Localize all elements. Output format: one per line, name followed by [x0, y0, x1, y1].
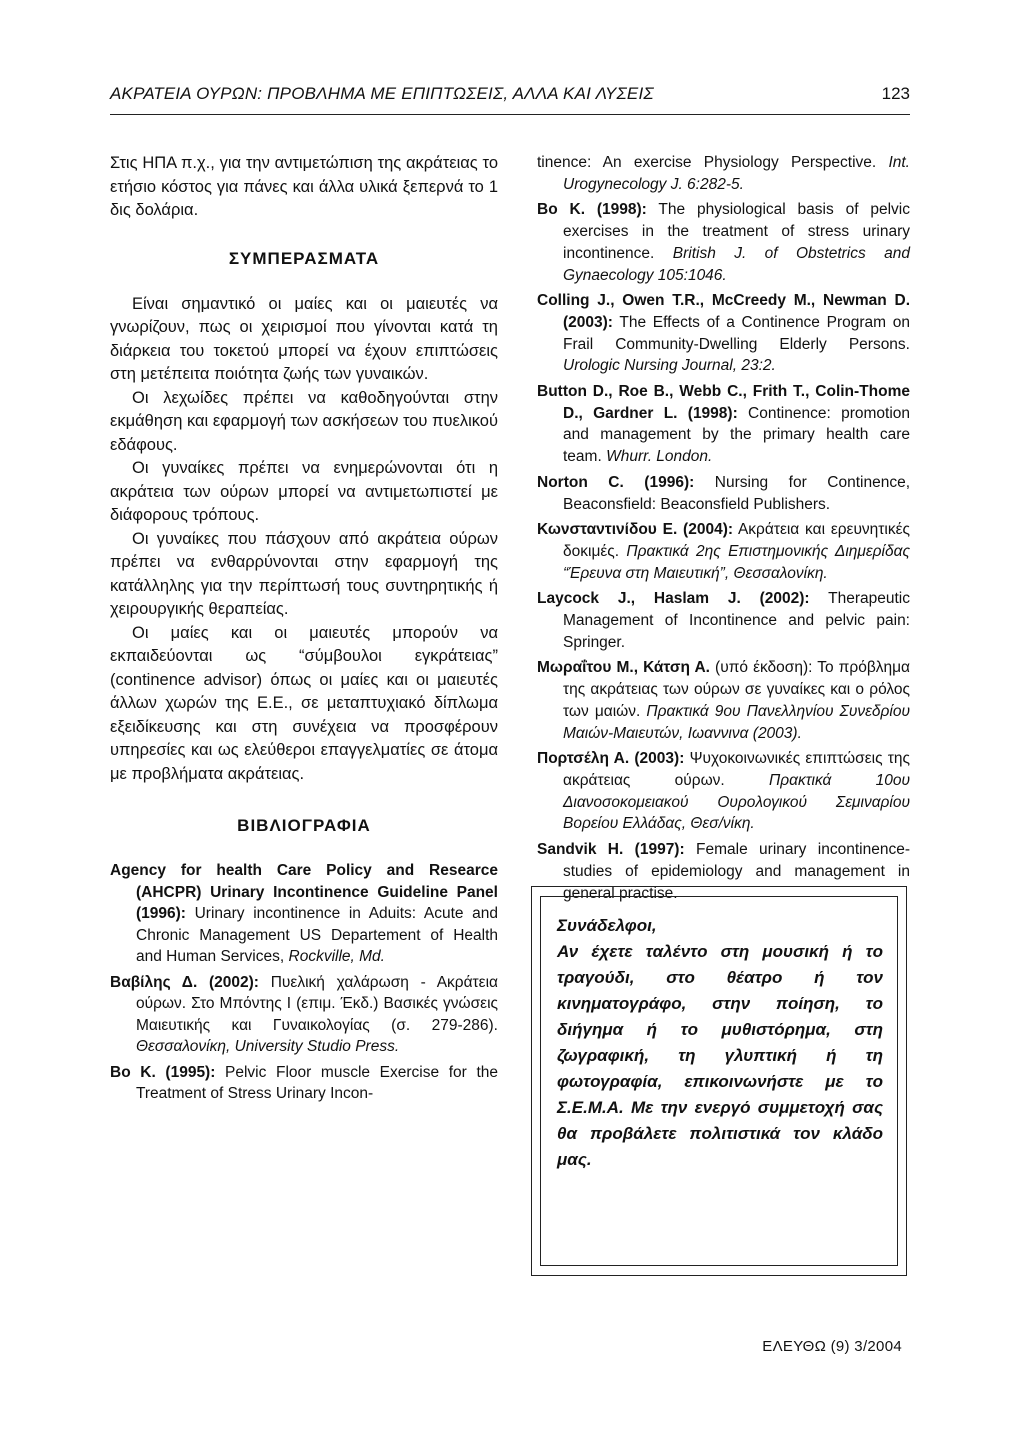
reference-entry — [537, 748, 910, 835]
reference-entry — [110, 1062, 498, 1105]
reference-text: The physiological basis of pelvic exercises in the treatment of stress urinary incontinence. — [563, 201, 910, 262]
right-column — [537, 152, 910, 908]
reference-author: Agency for health Care Policy and Researce (AHCPR) Urinary Incontinence Guideline Panel (1996): — [110, 862, 498, 922]
announcement-box-inner — [540, 896, 898, 1266]
reference-author: Colling J., Owen T.R., McCreedy M., Newman D. (2003): — [537, 292, 910, 331]
reference-entry — [537, 657, 910, 744]
conclusion-paragraph: Οι γυναίκες πρέπει να ενημερώνονται ότι η ακράτεια των ούρων μπορεί να αντιμετωπιστεί με διάφορους τρόπους. — [110, 459, 498, 524]
page-number: 123 — [881, 84, 910, 103]
reference-entry — [537, 588, 910, 653]
reference-source: Πρακτικά 10ου Διανοσοκομειακού Ουρολογικού Σεμιναρίου Βορείου Ελλάδας, Θεσ/νίκη. — [563, 771, 910, 833]
reference-author: Μωραΐτου Μ., Κάτση Α. — [537, 659, 710, 677]
reference-source: Urologic Nursing Journal, 23:2. — [563, 357, 776, 375]
reference-text: Urinary incontinence in Aduits: Acute and Chronic Management US Departement of Health and Human Services, — [136, 905, 498, 965]
running-title: ΑΚΡΑΤΕΙΑ ΟΥΡΩΝ: ΠΡΟΒΛΗΜΑ ΜΕ ΕΠΙΠΤΩΣΕΙΣ, ΑΛΛΑ ΚΑΙ ΛΥΣΕΙΣ — [110, 84, 654, 103]
reference-source: Rockville, Md. — [288, 948, 385, 965]
reference-entry — [110, 860, 498, 968]
reference-text: Pelvic Floor muscle Exercise for the Treatment of Stress Urinary Incon- — [136, 1063, 498, 1102]
conclusion-paragraph: Οι λεχωίδες πρέπει να καθοδηγούνται στην εκμάθηση και εφαρμογή των ασκήσεων του πυελικού εδάφους. — [110, 388, 498, 454]
reference-source: British J. of Obstetrics and Gynaecology 105:1046. — [563, 244, 910, 284]
reference-entry — [537, 381, 910, 468]
reference-author: Bo K. (1995): — [110, 1063, 216, 1081]
announcement-heading: Συνάδελφοι, — [557, 916, 657, 935]
reference-text: Ψυχοκοινωνικές επιπτώσεις της ακράτειας ούρων. — [563, 750, 910, 789]
reference-author: Βαβίλης Δ. (2002): — [110, 973, 259, 991]
bibliography-heading: ΒΙΒΛΙΟΓΡΑΦΙΑ — [237, 816, 371, 835]
reference-author: Κωνσταντινίδου Ε. (2004): — [537, 521, 734, 539]
conclusion-paragraph: Οι γυναίκες που πάσχουν από ακράτεια ούρων πρέπει να ενθαρρύνονται στην εφαρμογή της κατάλληλης για την περίπτωσή τους συντηρητικής ή χειρουργικής θεραπείας. — [110, 529, 498, 618]
reference-author: Button D., Roe B., Webb C., Frith T., Colin-Thome D., Gardner L. (1998): — [537, 383, 910, 422]
reference-text: tinence: An exercise Physiology Perspective. — [537, 154, 889, 171]
reference-text: Ακράτεια και ερευνητικές δοκιμές. — [563, 521, 910, 560]
intro-paragraph: Στις ΗΠΑ π.χ., για την αντιμετώπιση της ακράτειας το ετήσιο κόστος για πάνες και άλλα υλικά ξεπερνά το 1 δις δολάρια. — [110, 154, 498, 219]
reference-entry — [537, 519, 910, 584]
reference-text: Continence: promotion and management by the primary health care team. — [563, 404, 910, 466]
conclusion-paragraph: Οι μαίες και οι μαιευτές μπορούν να εκπαιδεύονται ως “σύμβουλοι εγκράτειας” (continence advisor) όπως οι μαίες και οι μαιευτές άλλων χωρών της Ε.Ε., σε μεταπτυχιακό δίπλωμα εξειδίκευσης και στη συνέχεια να προσφέρουν υπηρεσίες και ως ελεύθεροι επαγγελματίες σε άτομα με προβλήματα ακράτειας. — [110, 623, 498, 783]
reference-source: Πρακτικά 9ου Πανελληνίου Συνεδρίου Μαιών-Μαιευτών, Ιωαννινα (2003). — [563, 702, 910, 742]
reference-source: Int. Urogynecology J. 6:282-5. — [563, 154, 910, 193]
announcement-text: Αν έχετε ταλέντο στη μουσική ή το τραγούδι, στο θέατρο ή τον κινηματογράφο, στην ποίηση, το διήγημα ή το μυθιστόρημα, στη ζωγραφική, τη γλυπτική ή τη φωτογραφία, επικοινωνήστε με το Σ.Ε.Μ.Α. Με την ενεργό συμμετοχή σας θα προβάλετε πολιτιστικά τον κλάδο μας. — [557, 942, 883, 1169]
reference-author: Laycock J., Haslam J. (2002): — [537, 590, 810, 608]
journal-footer: ΕΛΕΥΘΩ (9) 3/2004 — [762, 1338, 902, 1355]
reference-entry — [537, 472, 910, 515]
reference-entry — [537, 290, 910, 377]
left-column — [110, 152, 498, 1109]
reference-entry — [110, 972, 498, 1058]
reference-source: Whurr. London. — [606, 448, 713, 466]
reference-entry — [537, 152, 910, 195]
reference-text: Nursing for Continence, Beaconsfield: Beaconsfield Publishers. — [563, 473, 910, 513]
reference-author: Bo K. (1998): — [537, 201, 647, 219]
conclusion-paragraph: Είναι σημαντικό οι μαίες και οι μαιευτές να γνωρίζουν, πως οι χειρισμοί που γίνονται κατά τη διάρκεια του τοκετού μπορεί να έχουν επιπτώσεις στη μετέπειτα ποιότητα ζωής των γυναικών. — [110, 294, 498, 383]
reference-text: Female urinary incontinence- studies of epidemiology and management in general practise. — [563, 841, 910, 902]
reference-text: Therapeutic Management of Incontinence and pelvic pain: Springer. — [563, 590, 910, 651]
reference-source: Θεσσαλονίκη, University Studio Press. — [136, 1038, 400, 1055]
page-header — [110, 84, 910, 115]
reference-author: Norton C. (1996): — [537, 473, 695, 491]
reference-text: Πυελική χαλάρωση - Ακράτεια ούρων. Στο Μπόντης Ι (επιμ. Έκδ.) Βασικές γνώσεις Μαιευτικής και Γυναικολογίας (σ. 279-286). — [136, 973, 498, 1034]
reference-source: Πρακτικά 2ης Επιστημονικής Διημερίδας “Έρευνα στη Μαιευτική”, Θεσσαλονίκη. — [563, 542, 910, 582]
reference-entry — [537, 199, 910, 286]
reference-author: Sandvik H. (1997): — [537, 841, 685, 859]
announcement-box — [531, 886, 907, 1276]
reference-author: Πορτσέλη Α. (2003): — [537, 750, 685, 768]
reference-text: (υπό έκδοση): Το πρόβλημα της ακράτειας των ούρων σε γυναίκες και ο ρόλος των μαιών. — [563, 659, 910, 720]
reference-text: The Effects of a Continence Program on Frail Community-Dwelling Elderly Persons. — [563, 313, 910, 353]
conclusions-heading: ΣΥΜΠΕΡΑΣΜΑΤΑ — [228, 248, 380, 268]
